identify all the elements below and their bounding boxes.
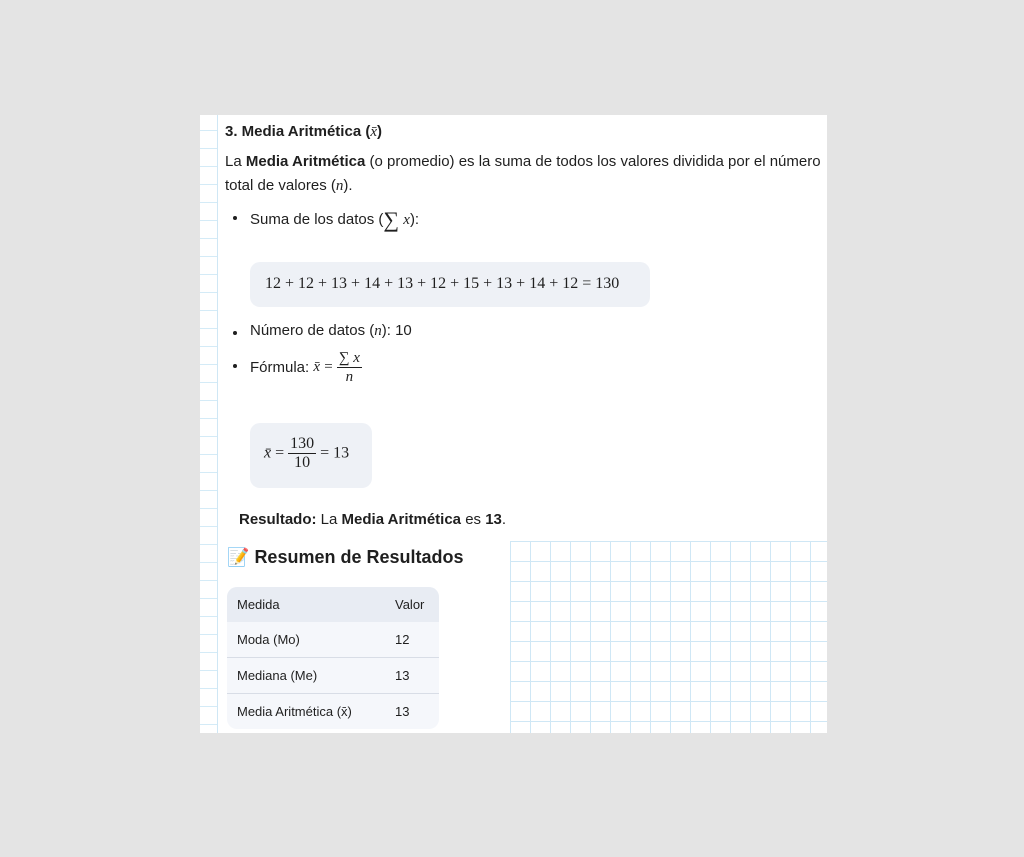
document-content bbox=[218, 115, 827, 733]
grid-background bbox=[510, 541, 827, 733]
mean-description: La Media Aritmética (o promedio) es la suma de todos los valores dividida por el número total de valores (n). bbox=[225, 153, 821, 194]
table-cell-measure: Media Aritmética (x̄) bbox=[227, 694, 385, 730]
bullet-sum: Suma de los datos (∑ x): bbox=[250, 207, 420, 232]
section-title: 3. Media Aritmética (x̄) bbox=[225, 123, 382, 140]
result-line: Resultado: La Media Aritmética es 13. bbox=[239, 511, 507, 528]
bullet-formula: Fórmula: x̄ = $\frac{\sum x}{n}$ bbox=[250, 350, 360, 385]
table-cell-measure: Mediana (Me) bbox=[227, 658, 385, 694]
memo-icon: 📝 bbox=[227, 547, 250, 567]
table-row bbox=[227, 694, 439, 730]
bullet-dot bbox=[233, 331, 237, 335]
table-cell-value: 13 bbox=[385, 658, 439, 694]
table-row bbox=[227, 658, 439, 694]
column-header-value: Valor bbox=[385, 587, 439, 622]
table-cell-measure: Moda (Mo) bbox=[237, 632, 300, 647]
table-row bbox=[227, 622, 439, 658]
mean-fraction: $\frac{130}{10}$ bbox=[290, 435, 315, 471]
bullet-dot bbox=[233, 364, 237, 368]
formula-fraction: $\frac{\sum x}{n}$ bbox=[338, 350, 360, 385]
bullet-count: Número de datos (n): 10 bbox=[250, 322, 412, 339]
summary-table bbox=[227, 587, 439, 729]
table-cell-value: 13 bbox=[385, 694, 439, 730]
column-header-measure: Medida bbox=[227, 587, 385, 622]
bullet-dot bbox=[233, 216, 237, 220]
table-header-row bbox=[227, 587, 439, 622]
content-card bbox=[200, 115, 827, 733]
table-cell-value: 12 bbox=[395, 632, 410, 647]
sum-equation: 12 + 12 + 13 + 14 + 13 + 12 + 15 + 13 + 14 + 12 = 130 bbox=[250, 262, 650, 307]
mean-equation: x̄ = $\frac{130}{10}$ = 13 bbox=[250, 423, 372, 488]
summary-title: 📝 Resumen de Resultados bbox=[227, 547, 464, 567]
